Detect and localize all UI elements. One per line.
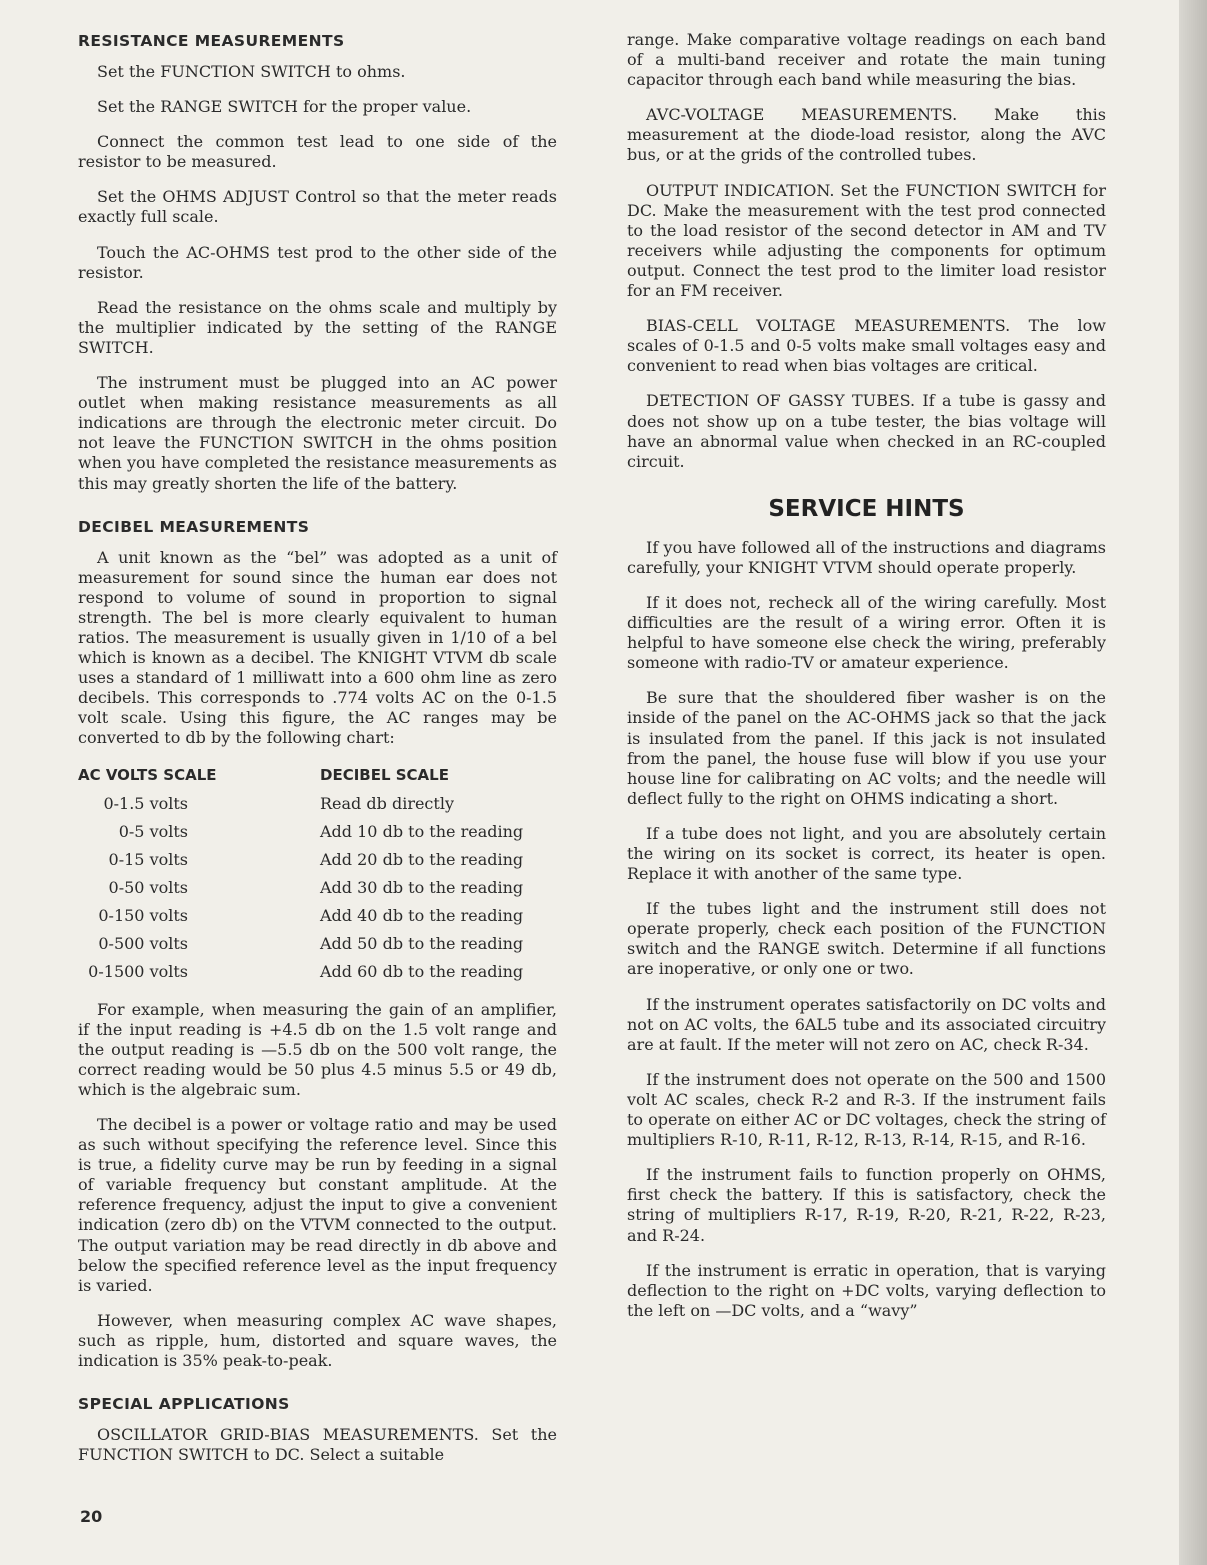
paragraph: If the instrument does not operate on the 500 and 1500 volt AC scales, check R-2 and R-3. If the instrument fails to operate on either AC or DC voltages, check the string of multipliers R-10, R-11, R-12, R-13, R-14, R-15, and R-16. <box>627 1069 1106 1150</box>
table-cell: Add 10 db to the reading <box>320 821 524 841</box>
paragraph: A unit known as the “bel” was adopted as a unit of measurement for sound since the human ear does not respond to volume of sound in proportion to signal strength. The bel is more clearly equivalent to human ratios. The measurement is usually given in 1/10 of a bel which is known as a decibel. The KNIGHT VTVM db scale uses a standard of 1 milliwatt into a 600 ohm line as zero decibels. This corresponds to .774 volts AC on the 0-1.5 volt scale. Using this figure, the AC ranges may be converted to db by the following chart: <box>78 547 557 748</box>
paragraph: The decibel is a power or voltage ratio and may be used as such without specifying the reference level. Since this is true, a fidelity curve may be run by feeding in a signal of variable frequency but constant amplitude. At the reference frequency, adjust the input to give a convenient indication (zero db) on the VTVM connected to the output. The output variation may be read directly in db above and below the specified reference level as the input frequency is varied. <box>78 1115 557 1295</box>
paragraph: DETECTION OF GASSY TUBES. If a tube is gassy and does not show up on a tube tester, the bias voltage will have an abnormal value when checked in an RC-coupled circuit. <box>627 391 1106 471</box>
table-cell: Add 40 db to the reading <box>320 905 524 925</box>
table-row <box>78 790 557 818</box>
table-cell: 0-50 volts <box>108 877 188 897</box>
paragraph: OUTPUT INDICATION. Set the FUNCTION SWITCH for DC. Make the measurement with the test prod connected to the load resistor of the second detector in AM and TV receivers while adjusting the components for optimum output. Connect the test prod to the limiter load resistor for an FM receiver. <box>627 180 1106 301</box>
table-row <box>78 846 557 874</box>
paragraph: Touch the AC-OHMS test prod to the other side of the resistor. <box>78 242 557 282</box>
table-cell: Add 20 db to the reading <box>320 849 524 869</box>
table-cell: Add 50 db to the reading <box>320 933 524 953</box>
table-cell: 0-15 volts <box>108 849 188 869</box>
decibel-conversion-table <box>78 764 557 986</box>
table-cell: 0-5 volts <box>118 821 188 841</box>
table-cell: Add 60 db to the reading <box>320 961 524 981</box>
table-row <box>78 902 557 930</box>
table-cell: Read db directly <box>320 793 454 813</box>
paragraph: range. Make comparative voltage readings on each band of a multi-band receiver and rotate the main tuning capacitor through each band while measuring the bias. <box>627 30 1106 90</box>
table-cell: 0-1500 volts <box>88 961 188 981</box>
table-row <box>78 958 557 986</box>
right-column <box>627 30 1106 1336</box>
paragraph: If the tubes light and the instrument still does not operate properly, check each position of the FUNCTION switch and the RANGE switch. Determine if all functions are inoperative, or only one or two. <box>627 899 1106 979</box>
paragraph: The instrument must be plugged into an AC power outlet when making resistance measurements as all indications are through the electronic meter circuit. Do not leave the FUNCTION SWITCH in the ohms position when you have completed the resistance measurements as this may greatly shorten the life of the battery. <box>78 373 557 493</box>
heading-resistance-measurements: RESISTANCE MEASUREMENTS <box>78 32 345 50</box>
heading-special-applications: SPECIAL APPLICATIONS <box>78 1395 290 1414</box>
paragraph: Be sure that the shouldered fiber washer is on the inside of the panel on the AC-OHMS jack so that the jack is insulated from the panel. If this jack is not insulated from the panel, the house fuse will blow if you use your house line for calibrating on AC volts; and the needle will deflect fully to the right on OHMS indicating a short. <box>627 688 1106 808</box>
table-row <box>78 930 557 958</box>
paragraph: Set the FUNCTION SWITCH to ohms. <box>97 62 406 81</box>
table-cell: Add 30 db to the reading <box>320 877 524 897</box>
page-number: 20 <box>80 1507 103 1526</box>
paragraph: Connect the common test lead to one side of the resistor to be measured. <box>78 132 557 172</box>
table-cell: 0-1.5 volts <box>103 793 188 813</box>
paragraph: Read the resistance on the ohms scale and multiply by the multiplier indicated by the setting of the RANGE SWITCH. <box>78 297 557 357</box>
paragraph: If the instrument operates satisfactorily on DC volts and not on AC volts, the 6AL5 tube and its associated circuitry are at fault. If the meter will not zero on AC, check R-34. <box>627 994 1106 1054</box>
paragraph: If the instrument is erratic in operation, that is varying deflection to the right on +DC volts, varying deflection to the left on —DC volts, and a “wavy” <box>627 1260 1106 1320</box>
paragraph: For example, when measuring the gain of an amplifier, if the input reading is +4.5 db on the 1.5 volt range and the output reading is —5.5 db on the 500 volt range, the correct reading would be 50 plus 4.5 minus 5.5 or 49 db, which is the algebraic sum. <box>78 999 557 1099</box>
page-edge-shadow <box>1179 0 1207 1565</box>
table-cell: 0-150 volts <box>98 905 188 925</box>
paragraph: If you have followed all of the instructions and diagrams carefully, your KNIGHT VTVM should operate properly. <box>627 537 1106 577</box>
heading-service-hints: SERVICE HINTS <box>768 495 965 522</box>
paragraph: If it does not, recheck all of the wiring carefully. Most difficulties are the result of a wiring error. Often it is helpful to have someone else check the wiring, preferably someone with radio-TV or amateur experience. <box>627 592 1106 673</box>
heading-decibel-measurements: DECIBEL MEASUREMENTS <box>78 517 310 536</box>
left-column <box>78 30 557 1480</box>
table-row <box>78 874 557 902</box>
paragraph: Set the RANGE SWITCH for the proper value. <box>97 97 472 117</box>
paragraph: If a tube does not light, and you are absolutely certain the wiring on its socket is correct, its heater is open. Replace it with another of the same type. <box>627 823 1106 884</box>
table-cell: 0-500 volts <box>98 933 188 953</box>
table-row <box>78 818 557 846</box>
paragraph: However, when measuring complex AC wave shapes, such as ripple, hum, distorted and square waves, the indication is 35% peak-to-peak. <box>78 1310 557 1371</box>
column-header-ac-volts: AC VOLTS SCALE <box>78 765 217 784</box>
table-header <box>78 764 557 786</box>
paragraph: OSCILLATOR GRID-BIAS MEASUREMENTS. Set the FUNCTION SWITCH to DC. Select a suitable <box>78 1425 557 1465</box>
paragraph: BIAS-CELL VOLTAGE MEASUREMENTS. The low scales of 0-1.5 and 0-5 volts make small voltages easy and convenient to read when bias voltages are critical. <box>627 316 1106 376</box>
column-header-decibel: DECIBEL SCALE <box>320 765 449 784</box>
paragraph: If the instrument fails to function properly on OHMS, first check the battery. If this is satisfactory, check the string of multipliers R-17, R-19, R-20, R-21, R-22, R-23, and R-24. <box>627 1165 1106 1245</box>
paragraph: Set the OHMS ADJUST Control so that the meter reads exactly full scale. <box>78 187 557 227</box>
paragraph: AVC-VOLTAGE MEASUREMENTS. Make this measurement at the diode-load resistor, along the AVC bus, or at the grids of the controlled tubes. <box>627 105 1106 165</box>
